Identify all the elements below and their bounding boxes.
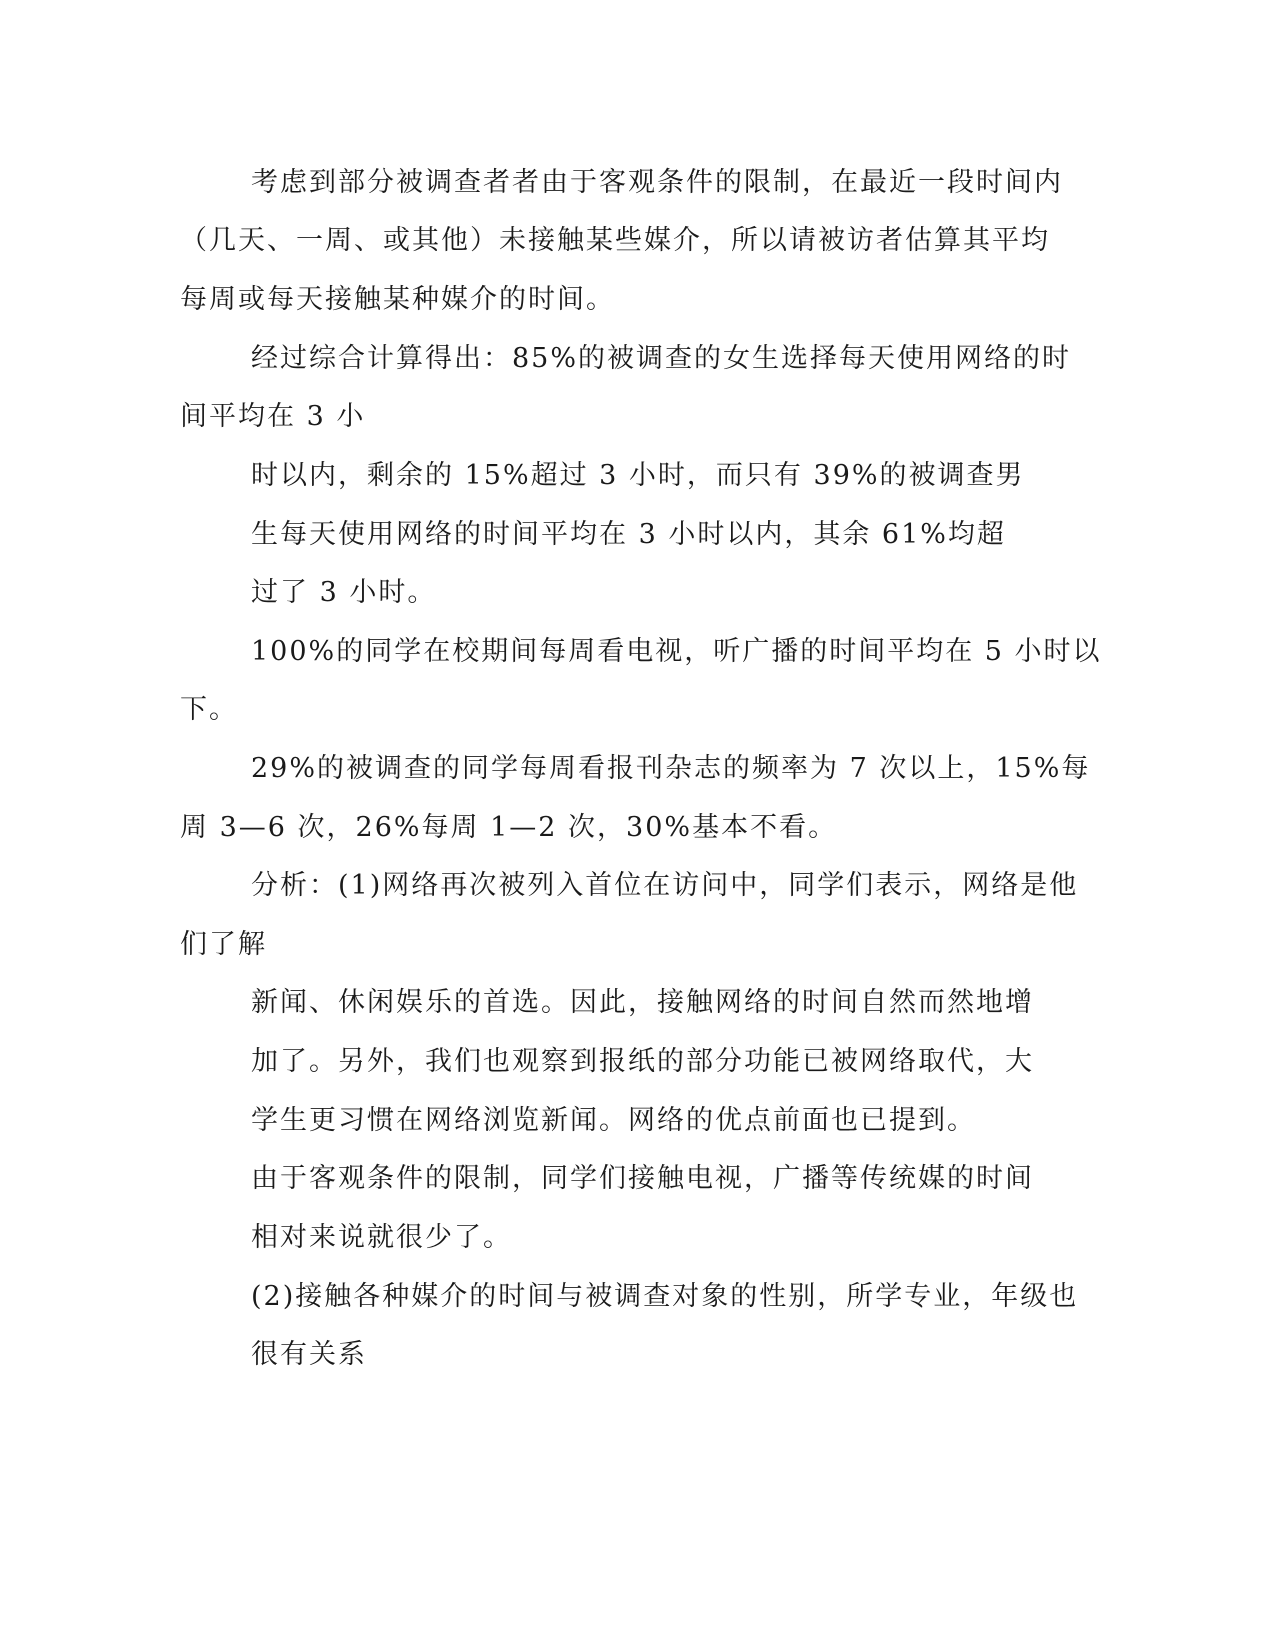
text-line: 周 3—6 次，26%每周 1—2 次，30%基本不看。 — [180, 812, 838, 843]
text-line: 下。 — [180, 694, 238, 725]
text-line: 经过综合计算得出：85%的被调查的女生选择每天使用网络的时 — [251, 343, 1072, 374]
text-line: 相对来说就很少了。 — [251, 1222, 512, 1253]
text-line: 考虑到部分被调查者者由于客观条件的限制，在最近一段时间内 — [251, 167, 1063, 198]
text-line: 由于客观条件的限制，同学们接触电视，广播等传统媒的时间 — [251, 1163, 1034, 1194]
text-line: 新闻、休闲娱乐的首选。因此，接触网络的时间自然而然地增 — [251, 987, 1034, 1018]
text-line: 时以内，剩余的 15%超过 3 小时，而只有 39%的被调查男 — [251, 460, 1025, 491]
text-line: 29%的被调查的同学每周看报刊杂志的频率为 7 次以上，15%每 — [251, 753, 1091, 784]
text-line: 加了。另外，我们也观察到报纸的部分功能已被网络取代，大 — [251, 1046, 1034, 1077]
text-line: (2)接触各种媒介的时间与被调查对象的性别，所学专业，年级也 — [251, 1281, 1079, 1312]
text-line: 学生更习惯在网络浏览新闻。网络的优点前面也已提到。 — [251, 1105, 976, 1136]
text-line: 分析：(1)网络再次被列入首位在访问中，同学们表示，网络是他 — [251, 870, 1079, 901]
text-line: （几天、一周、或其他）未接触某些媒介，所以请被访者估算其平均 — [180, 225, 1050, 256]
text-line: 生每天使用网络的时间平均在 3 小时以内，其余 61%均超 — [251, 519, 1006, 550]
text-line: 每周或每天接触某种媒介的时间。 — [180, 284, 615, 315]
text-line: 很有关系 — [251, 1339, 367, 1370]
text-line: 们了解 — [180, 929, 267, 960]
text-line: 100%的同学在校期间每周看电视，听广播的时间平均在 5 小时以 — [251, 636, 1102, 667]
text-line: 过了 3 小时。 — [251, 577, 437, 608]
text-line: 间平均在 3 小 — [180, 401, 366, 432]
